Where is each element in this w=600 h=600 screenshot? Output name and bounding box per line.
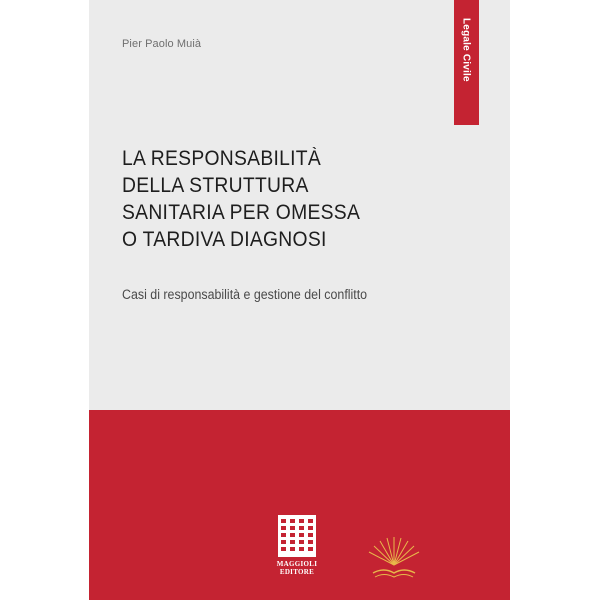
title-line: DELLA STRUTTURA	[122, 174, 309, 197]
book-subtitle: Casi di responsabilità e gestione del conflitto	[122, 287, 368, 302]
title-line: SANITARIA PER OMESSA	[122, 201, 361, 224]
title-line: O TARDIVA DIAGNOSI	[122, 228, 327, 251]
book-cover	[89, 0, 510, 600]
open-book-emblem-icon	[359, 525, 429, 585]
publisher-logo	[264, 515, 330, 579]
title-line: LA RESPONSABILITÀ	[122, 147, 322, 170]
maggioli-logo-icon	[278, 515, 316, 557]
publisher-name: MAGGIOLI EDITORE	[276, 560, 318, 576]
author-name: Pier Paolo Muià	[122, 38, 202, 50]
red-band	[89, 410, 510, 600]
series-tab	[454, 0, 479, 125]
series-label: Legale Civile	[460, 18, 472, 82]
book-title	[122, 145, 453, 253]
